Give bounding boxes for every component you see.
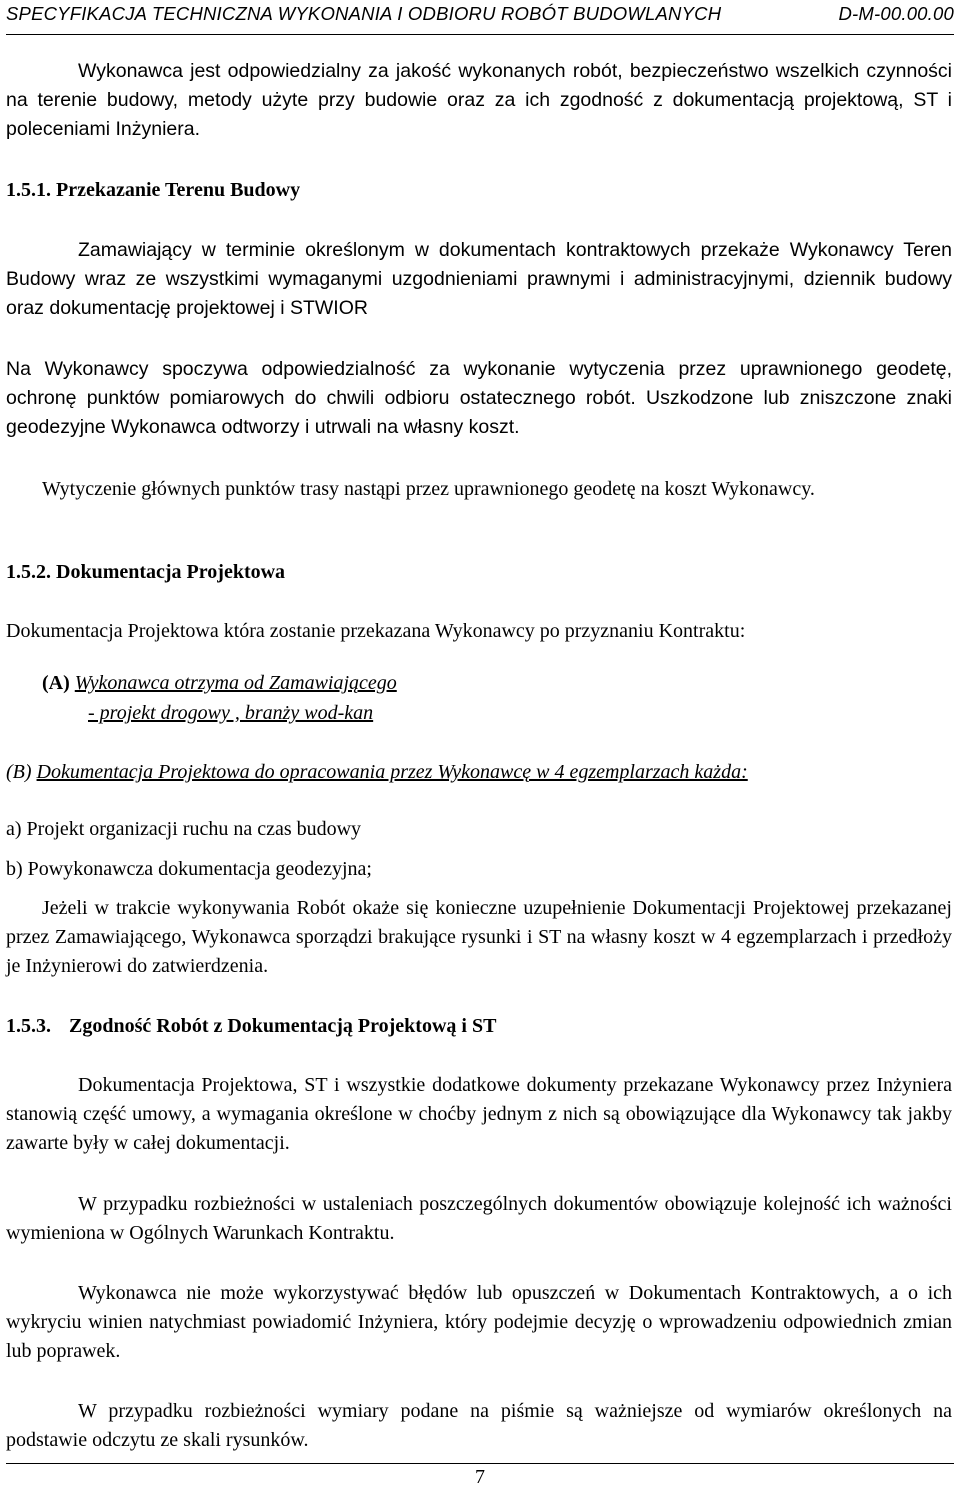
item-b — [6, 758, 952, 787]
header-title: SPECYFIKACJA TECHNICZNA WYKONANIA I ODBIORU ROBÓT BUDOWLANYCH — [6, 3, 722, 24]
paragraph-route-points: Wytyczenie głównych punktów trasy nastąpi przez uprawnionego geodetę na koszt Wykonawcy. — [42, 478, 815, 500]
paragraph-errors: Wykonawca nie może wykorzystywać błędów lub opuszczeń w Dokumentach Kontraktowych, a o ich wykryciu winien natychmiast powiadomić Inżyniera, który podejmie decyzję o wprowadzeniu odpowiednich zmian lub poprawek. — [6, 1282, 952, 1362]
heading-1-5-2: 1.5.2. Dokumentacja Projektowa — [6, 561, 286, 583]
paragraph-dimensions: W przypadku rozbieżności wymiary podane na piśmie są ważniejsze od wymiarów określonych na podstawie odczytu ze skali rysunków. — [6, 1400, 952, 1451]
header-code: D-M-00.00.00 — [838, 3, 954, 24]
page-number: 7 — [475, 1466, 485, 1488]
item-a-text: Wykonawca otrzyma od Zamawiającego — [74, 672, 397, 694]
page-header — [6, 0, 954, 35]
paragraph-site-handover: Zamawiający w terminie określonym w dokumentach kontraktowych przekaże Wykonawcy Teren Budowy wraz ze wszystkimi wymaganymi uzgodnieniami prawnymi i administracyjnymi, dziennik budowy oraz dokumentację projektowej i STWIOR — [6, 239, 952, 319]
item-a-sub-text: - projekt drogowy , branży wod-kan — [88, 702, 374, 724]
paragraph-discrepancies: W przypadku rozbieżności w ustaleniach poszczególnych dokumentów obowiązuje kolejność ich ważności wymieniona w Ogólnych Warunkach Kontraktu. — [6, 1193, 952, 1244]
footer-divider — [6, 1463, 954, 1464]
heading-1-5-3-title: Zgodność Robót z Dokumentacją Projektową i ST — [69, 1015, 497, 1037]
list-item-a: a) Projekt organizacji ruchu na czas budowy — [6, 818, 362, 840]
heading-1-5-3 — [6, 1012, 952, 1041]
heading-1-5-3-number: 1.5.3. — [6, 1015, 51, 1037]
item-a — [42, 669, 952, 698]
paragraph-design-docs: Dokumentacja Projektowa która zostanie przekazana Wykonawcy po przyznaniu Kontraktu: — [6, 620, 746, 642]
paragraph-responsibility: Wykonawca jest odpowiedzialny za jakość wykonanych robót, bezpieczeństwo wszelkich czynności na terenie budowy, metody użyte przy budowie oraz za ich zgodność z dokumentacją projektową, ST i poleceniami Inżyniera. — [6, 60, 952, 140]
heading-1-5-1: 1.5.1. Przekazanie Terenu Budowy — [6, 179, 301, 201]
item-a-sub — [88, 699, 952, 728]
paragraph-conformity: Dokumentacja Projektowa, ST i wszystkie dodatkowe dokumenty przekazane Wykonawcy przez Inżyniera stanowią część umowy, a wymagania określone w choćby jednym z nich są obowiązujące dla Wykonawcy tak jakby zawarte były w całej dokumentacji. — [6, 1074, 952, 1154]
item-b-label: (B) — [6, 761, 32, 783]
paragraph-supplement: Jeżeli w trakcie wykonywania Robót okaże się konieczne uzupełnienie Dokumentacji Projektowej przekazanej przez Zamawiającego, Wykonawca sporządzi brakujące rysunki i ST na własny koszt w 4 egzemplarzach i przedłoży je Inżynierowi do zatwierdzenia. — [6, 897, 952, 977]
paragraph-surveying: Na Wykonawcy spoczywa odpowiedzialność za wykonanie wytyczenia przez uprawnionego geodetę, ochronę punktów pomiarowych do chwili odbioru ostatecznego robót. Uszkodzone lub zniszczone znaki geodezyjne Wykonawca odtworzy i utrwali na własny koszt. — [6, 358, 952, 438]
list-item-b: b) Powykonawcza dokumentacja geodezyjna; — [6, 858, 372, 880]
item-a-label: (A) — [42, 672, 70, 694]
item-b-text: Dokumentacja Projektowa do opracowania przez Wykonawcę w 4 egzemplarzach każda: — [36, 761, 748, 783]
